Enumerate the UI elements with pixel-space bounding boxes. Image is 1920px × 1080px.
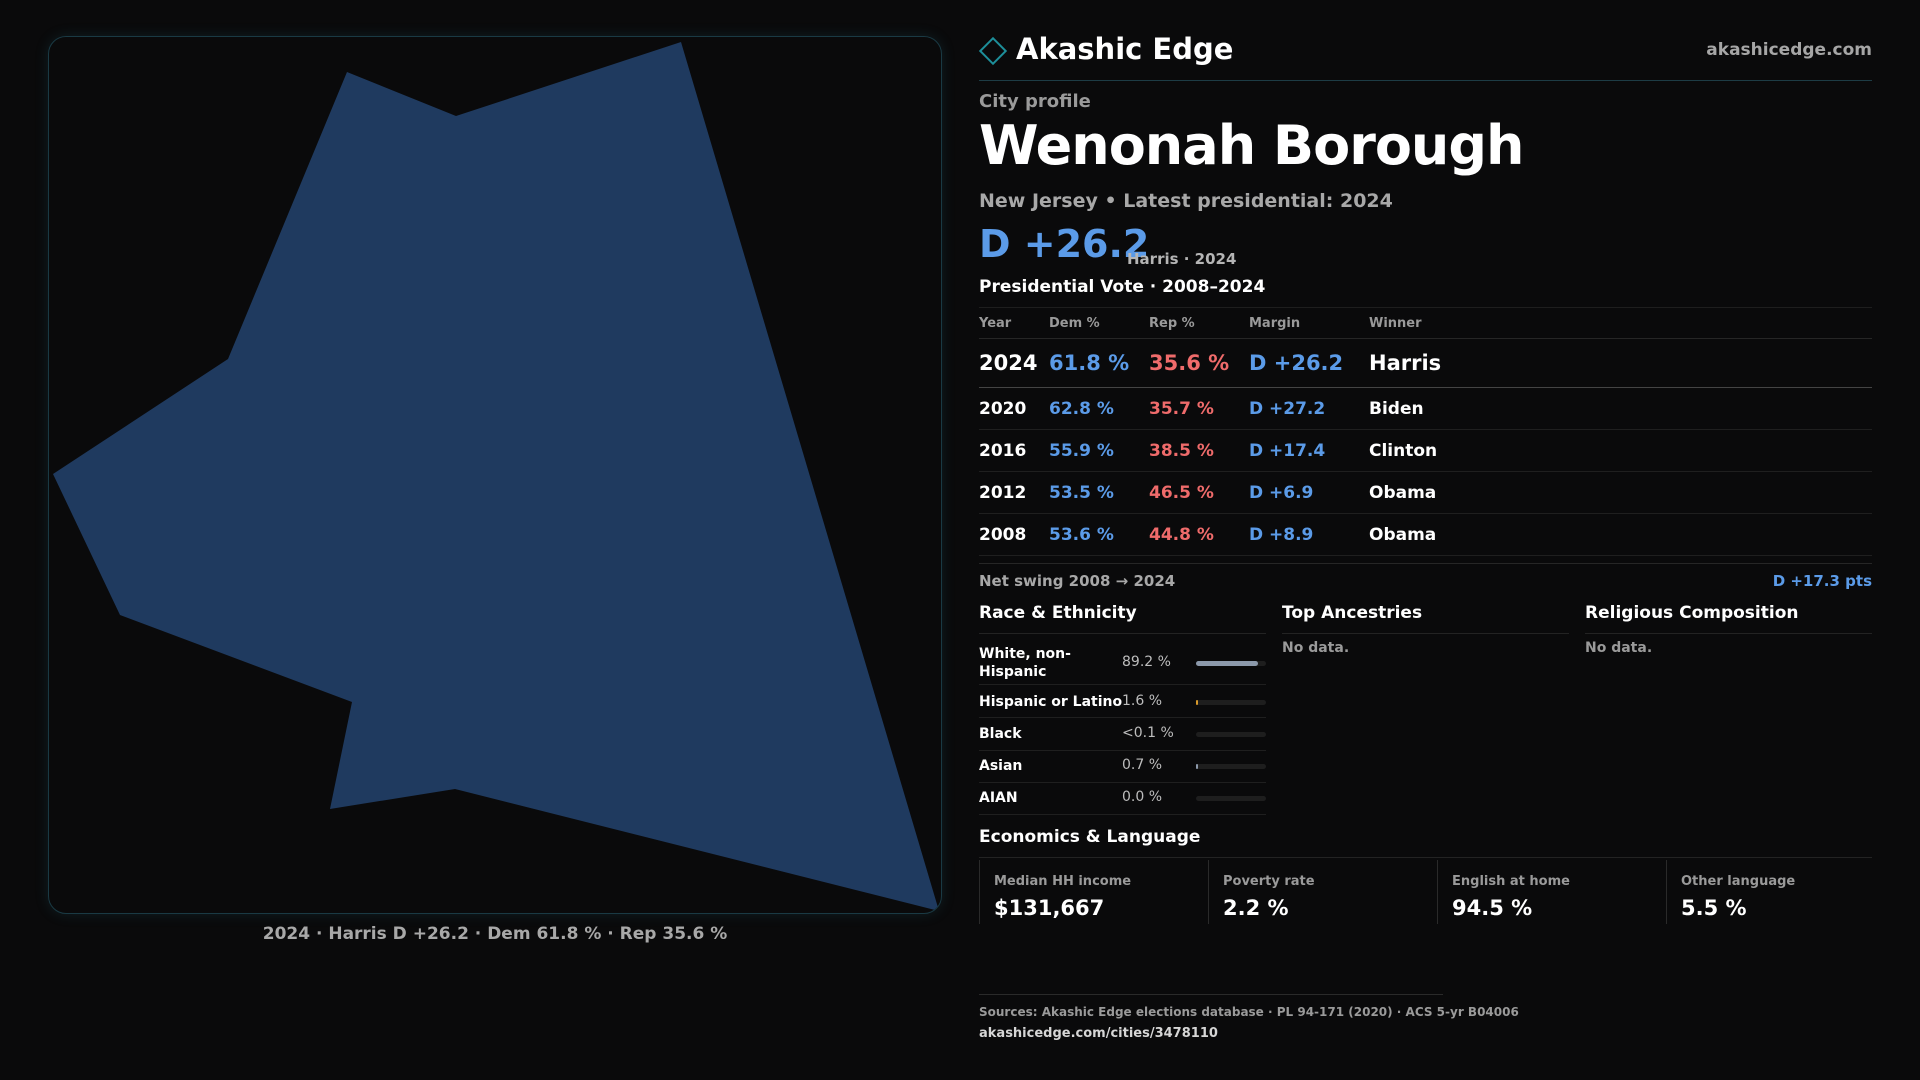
dem-cell: 62.8 %	[1049, 388, 1149, 430]
winner-cell: Obama	[1369, 472, 1872, 514]
year-cell: 2024	[979, 339, 1049, 388]
column-header-margin: Margin	[1249, 308, 1369, 339]
winner-cell: Obama	[1369, 514, 1872, 556]
latest-margin-detail: Harris · 2024	[1127, 250, 1237, 268]
race-bar	[1196, 796, 1266, 801]
net-swing-value: D +17.3 pts	[1772, 572, 1872, 590]
race-label: AIAN	[979, 790, 1018, 806]
race-bar	[1196, 764, 1266, 769]
year-cell: 2020	[979, 388, 1049, 430]
race-label: Black	[979, 726, 1022, 742]
column-header-winner: Winner	[1369, 308, 1872, 339]
stat-other-language	[1666, 860, 1872, 924]
race-row	[979, 685, 1266, 718]
race-value: 1.6 %	[1122, 693, 1163, 709]
page-subtitle: New Jersey • Latest presidential: 2024	[979, 190, 1393, 212]
site-link[interactable]: akashicedge.com	[1706, 40, 1872, 60]
presidential-section-title: Presidential Vote · 2008–2024	[979, 277, 1266, 297]
table-header-row	[979, 308, 1872, 339]
latest-margin: D +26.2	[979, 222, 1150, 266]
table-row[interactable]	[979, 339, 1872, 388]
margin-cell: D +17.4	[1249, 430, 1369, 472]
stat-value: 94.5 %	[1452, 896, 1533, 920]
diamond-icon	[979, 37, 1007, 65]
margin-cell: D +27.2	[1249, 388, 1369, 430]
year-cell: 2012	[979, 472, 1049, 514]
race-row	[979, 750, 1266, 783]
year-cell: 2016	[979, 430, 1049, 472]
net-swing-label: Net swing 2008 → 2024	[979, 572, 1176, 590]
stat-label: Other language	[1681, 874, 1796, 889]
table-row[interactable]	[979, 430, 1872, 472]
race-bar-fill	[1196, 700, 1198, 705]
brand-name[interactable]: Akashic Edge	[1016, 32, 1234, 66]
stat-label: Median HH income	[994, 874, 1132, 889]
sources-note: Sources: Akashic Edge elections database · PL 94-171 (2020) · ACS 5-yr B04006	[979, 1005, 1519, 1019]
race-label: Asian	[979, 758, 1023, 774]
stat-label: Poverty rate	[1223, 874, 1315, 889]
margin-cell: D +8.9	[1249, 514, 1369, 556]
rep-cell: 35.6 %	[1149, 339, 1249, 388]
winner-cell: Biden	[1369, 388, 1872, 430]
margin-cell: D +26.2	[1249, 339, 1369, 388]
race-value: 0.0 %	[1122, 789, 1163, 805]
economics-section-title: Economics & Language	[979, 827, 1872, 858]
race-bar	[1196, 732, 1266, 737]
dem-cell: 61.8 %	[1049, 339, 1149, 388]
race-value: <0.1 %	[1122, 725, 1174, 741]
winner-cell: Clinton	[1369, 430, 1872, 472]
page-eyebrow: City profile	[979, 91, 1091, 112]
economics-stats	[979, 860, 1872, 924]
race-row	[979, 718, 1266, 751]
column-header-dem: Dem %	[1049, 308, 1149, 339]
race-row	[979, 782, 1266, 815]
stat-label: English at home	[1452, 874, 1570, 889]
race-bar	[1196, 661, 1266, 666]
margin-cell: D +6.9	[1249, 472, 1369, 514]
ancestries-empty-note: No data.	[1282, 640, 1350, 656]
table-row[interactable]	[979, 472, 1872, 514]
dem-cell: 55.9 %	[1049, 430, 1149, 472]
race-value: 0.7 %	[1122, 757, 1163, 773]
column-header-year: Year	[979, 308, 1049, 339]
stat-poverty-rate	[1208, 860, 1437, 924]
race-value: 89.2 %	[1122, 654, 1171, 670]
table-row[interactable]	[979, 514, 1872, 556]
dem-cell: 53.5 %	[1049, 472, 1149, 514]
rep-cell: 46.5 %	[1149, 472, 1249, 514]
race-bar-fill	[1196, 661, 1258, 666]
permalink[interactable]: akashicedge.com/cities/3478110	[979, 1026, 1218, 1041]
stat-value: $131,667	[994, 896, 1105, 920]
rep-cell: 35.7 %	[1149, 388, 1249, 430]
race-row	[979, 641, 1266, 685]
page-title: Wenonah Borough	[979, 114, 1524, 177]
religion-section-title: Religious Composition	[1585, 603, 1872, 634]
race-label: White, non-Hispanic	[979, 646, 1071, 680]
header	[979, 30, 1872, 81]
stat-median-income	[979, 860, 1208, 924]
race-label: Hispanic or Latino	[979, 694, 1123, 710]
dem-cell: 53.6 %	[1049, 514, 1149, 556]
stat-value: 2.2 %	[1223, 896, 1289, 920]
city-boundary-shape[interactable]	[53, 42, 939, 911]
race-bar	[1196, 700, 1266, 705]
winner-cell: Harris	[1369, 339, 1872, 388]
map-panel[interactable]	[48, 36, 942, 914]
stat-english-at-home	[1437, 860, 1666, 924]
rep-cell: 38.5 %	[1149, 430, 1249, 472]
city-boundary-map	[49, 37, 942, 914]
rep-cell: 44.8 %	[1149, 514, 1249, 556]
ancestries-section-title: Top Ancestries	[1282, 603, 1569, 634]
map-caption: 2024 · Harris D +26.2 · Dem 61.8 % · Rep 35.6 %	[262, 924, 728, 944]
race-bar-fill	[1196, 764, 1198, 769]
race-section-title: Race & Ethnicity	[979, 603, 1266, 634]
divider	[979, 994, 1443, 995]
presidential-table	[979, 307, 1872, 556]
stat-value: 5.5 %	[1681, 896, 1747, 920]
year-cell: 2008	[979, 514, 1049, 556]
religion-empty-note: No data.	[1585, 640, 1653, 656]
column-header-rep: Rep %	[1149, 308, 1249, 339]
table-row[interactable]	[979, 388, 1872, 430]
divider	[979, 563, 1872, 564]
